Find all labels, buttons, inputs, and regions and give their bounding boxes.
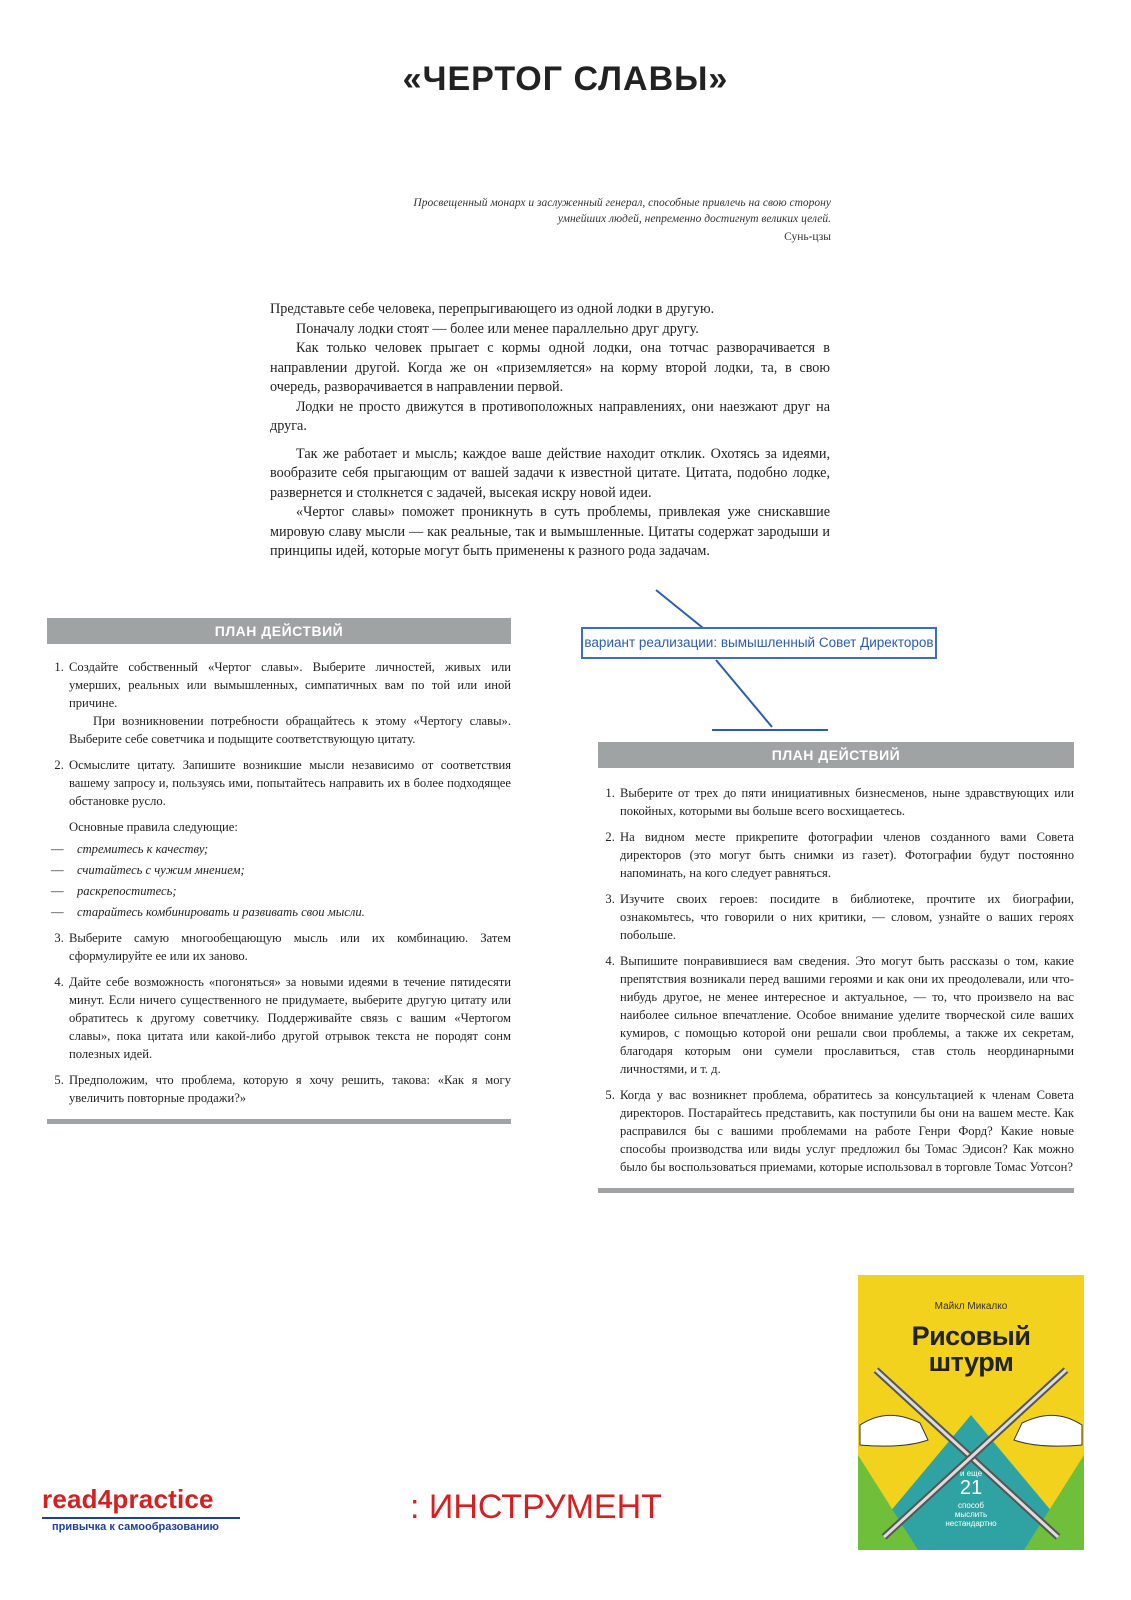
- intro-paragraph: «Чертог славы» поможет проникнуть в суть проблемы, привлекая уже снискавшие мировую славу мысли — как реальные, так и вымышленные. Цитаты содержат зародыши и принципы идей, которые могут быть применены к разного рода задачам.: [270, 504, 830, 559]
- rule-item: — старайтесь комбинировать и развивать свои мысли.: [51, 905, 365, 919]
- connector-line: [716, 660, 772, 727]
- intro-paragraph: Представьте себе человека, перепрыгивающего из одной лодки в другую.: [270, 301, 715, 317]
- connector-line: [656, 590, 703, 628]
- book-subtitle-number: 21: [959, 1477, 983, 1499]
- rule-item: — стремитесь к качеству;: [51, 842, 209, 856]
- list-item: [51, 756, 511, 921]
- list-item-text: Осмыслите цитату. Запишите возникшие мысли независимо от соответствия вашему запросу и, пользуясь ими, попытайтесь направить их в более подходящее обстановке русло.: [69, 758, 511, 808]
- page-title: «ЧЕРТОГ СЛАВЫ»: [402, 60, 729, 98]
- plan-bottom-rule: [598, 1188, 1074, 1193]
- intro-paragraph: Как только человек прыгает с кормы одной лодки, она тотчас разворачивается в направлении другой. Когда же он «приземляется» на корму второй лодки, та, в свою очередь, разворачивается в направлении первой.: [270, 340, 830, 395]
- list-item-text: Создайте собственный «Чертог славы». Выберите личностей, живых или умерших, реальных или вымышленных, симпатичных вам по той или иной причине.: [69, 660, 511, 710]
- book-title: штурм: [928, 1347, 1014, 1377]
- plan-header: ПЛАН ДЕЙСТВИЙ: [598, 742, 1074, 768]
- callout-connector: [0, 0, 1131, 760]
- brand-logo[interactable]: [42, 1484, 247, 1533]
- right-action-plan: [598, 742, 1074, 1193]
- intro-paragraph: Поначалу лодки стоят — более или менее параллельно друг другу.: [296, 320, 699, 337]
- list-item: 4. Выпишите понравившиеся вам сведения. Это могут быть рассказы о том, какие препятствия возникали перед вашими героями и как они их преодолевали, или что-нибудь другое, не менее интересное и актуальное, — то, что произвело на вас наиболее сильное впечатление. Особое внимание уделите творческой силе ваших кумиров, с помощью которой они решали свои проблемы, а также их секретам, благодаря которым они сумели прославиться, став столь неординарными личностями, и т. д.: [618, 952, 1074, 1078]
- list-item: 5. Предположим, что проблема, которую я хочу решить, такова: «Как я могу увеличить повторные продажи?»: [67, 1071, 511, 1107]
- list-item: 3. Изучите своих героев: посидите в библиотеке, прочтите их биографии, ознакомьтесь, что говорили о них критики, — словом, узнайте о ваших героях побольше.: [618, 890, 1074, 944]
- rule-item: — считайтесь с чужим мнением;: [51, 863, 245, 877]
- book-author: Майкл Микалко: [934, 1301, 1008, 1312]
- hand-right: [1014, 1415, 1082, 1446]
- list-item: 3. Выберите самую многообещающую мысль или их комбинацию. Затем сформулируйте ее или их заново.: [67, 929, 511, 965]
- book-subtitle: способ мыслить нестандартно: [945, 1501, 997, 1528]
- rules-title: Основные правила следующие:: [69, 820, 238, 834]
- intro-paragraph: Лодки не просто движутся в противоположных направлениях, они наезжают друг на друга.: [270, 398, 830, 434]
- plan-header: ПЛАН ДЕЙСТВИЙ: [47, 618, 511, 644]
- epigraph-line: Просвещенный монарх и заслуженный генерал, способные привлечь на свою сторону: [413, 197, 831, 209]
- rule-item: — раскрепоститесь;: [51, 884, 177, 898]
- list-item: 1. Выберите от трех до пяти инициативных бизнесменов, ныне здравствующих или покойных, которыми вы больше всего восхищаетесь.: [618, 784, 1074, 820]
- hand-left: [860, 1415, 928, 1446]
- brand-name: read4practice: [42, 1484, 214, 1514]
- brand-underline: [42, 1517, 240, 1519]
- epigraph-line: умнейших людей, непременно достигнут великих целей.: [557, 213, 831, 225]
- list-item: 4. Дайте себе возможность «погоняться» за новыми идеями в течение пятидесяти минут. Если ничего существенного не придумаете, выберите другую цитату или обратитесь к другому советчику. Поддерживайте связь с вашим «Чертогом славы», пока цитата или какой-либо другой отрывок текста не породят сонм полезных идей.: [67, 973, 511, 1063]
- brand-tagline: привычка к самообразованию: [52, 1521, 219, 1533]
- book-title: Рисовый: [911, 1321, 1031, 1351]
- plan-bottom-rule: [47, 1119, 511, 1124]
- implementation-callout: вариант реализации: вымышленный Совет Директоров: [581, 627, 937, 659]
- list-item-text: При возникновении потребности обращайтесь к этому «Чертогу славы». Выберите себе советчика и подыщите соответствующую цитату.: [69, 714, 511, 746]
- list-item: 2. На видном месте прикрепите фотографии членов созданного вами Совета директоров (это могут быть снимки из газет). Фотографии будут постоянно напоминать, на кого следует равняться.: [618, 828, 1074, 882]
- rules-list: [51, 840, 511, 921]
- epigraph-author: Сунь-цзы: [784, 231, 831, 243]
- book-cover[interactable]: [858, 1275, 1084, 1550]
- instrument-label: : ИНСТРУМЕНТ: [410, 1488, 662, 1526]
- list-item: 5. Когда у вас возникнет проблема, обратитесь за консультацией к членам Совета директоров. Постарайтесь представить, как поступили бы они на вашем месте. Как расправился бы с вашими проблемами на работе Генри Форд? Какие новые способы производства или виды услуг предложил бы Томас Эдисон? Как можно было бы воспользоваться приемами, которые использовал в торговле Томас Уотсон?: [618, 1086, 1074, 1176]
- book-subtitle: и еще: [959, 1469, 983, 1478]
- intro-paragraph: Так же работает и мысль; каждое ваше действие находит отклик. Охотясь за идеями, вообразите себя прыгающим от вашей задачи к известной цитате. Цитата, подобно лодке, развернется и столкнется с задачей, высекая искру новой идеи.: [270, 445, 830, 501]
